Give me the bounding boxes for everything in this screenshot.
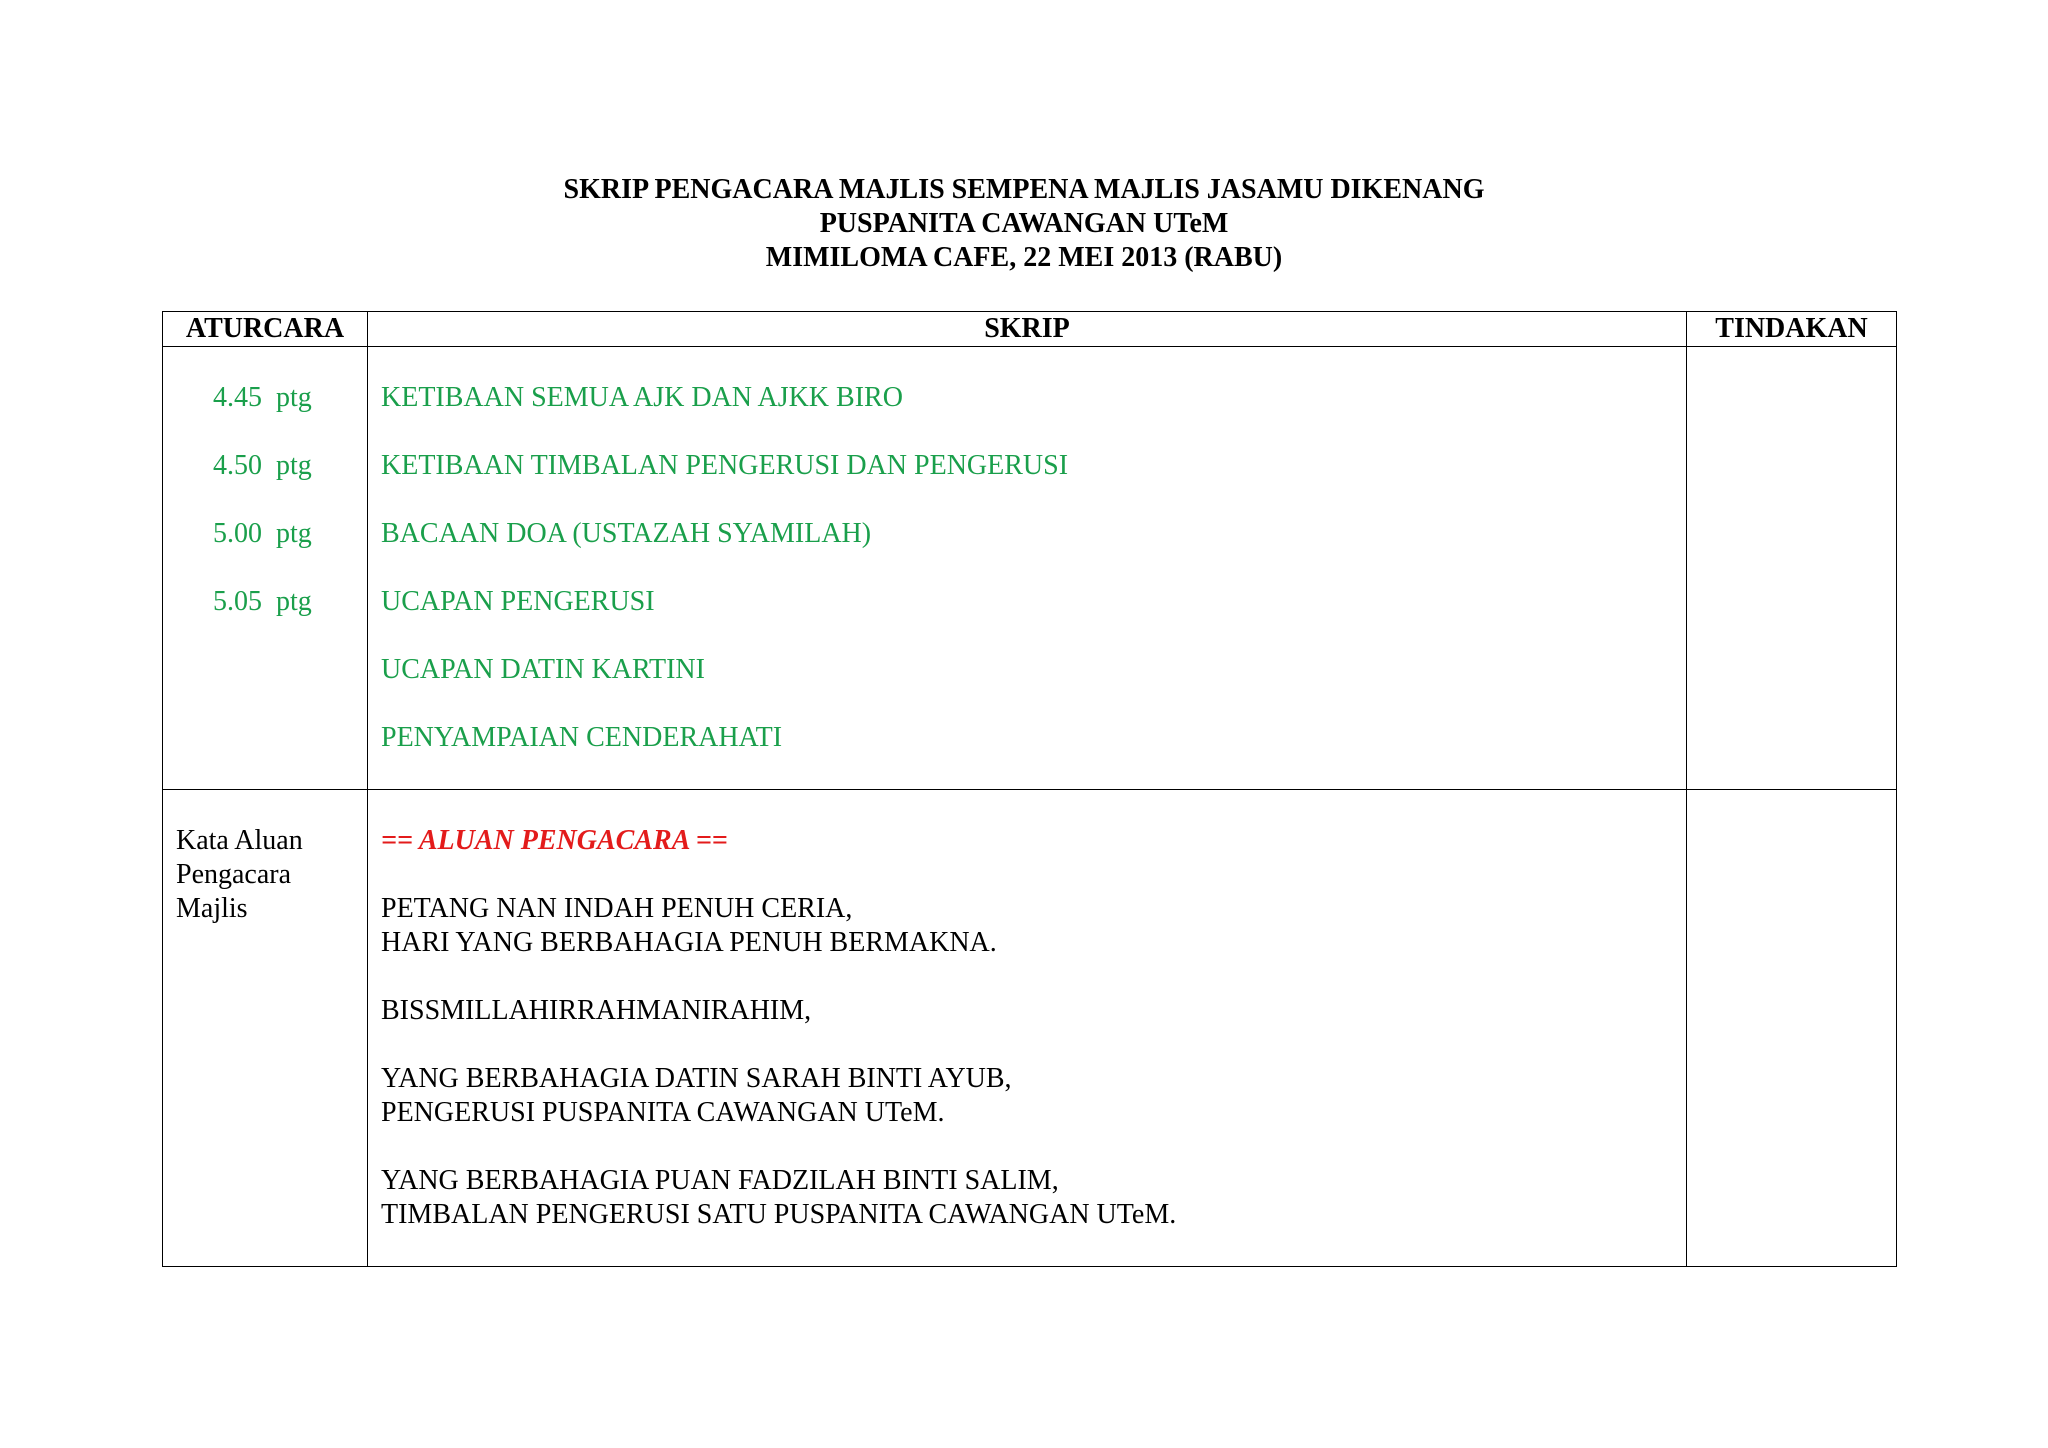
aluan-label-line: Kata Aluan — [176, 825, 303, 856]
script-line: HARI YANG BERBAHAGIA PENUH BERMAKNA. — [381, 927, 997, 958]
script-line: PENGERUSI PUSPANITA CAWANGAN UTeM. — [381, 1097, 945, 1128]
time-list — [163, 347, 367, 619]
header-tindakan: TINDAKAN — [1687, 312, 1897, 347]
agenda-item: UCAPAN PENGERUSI — [381, 586, 655, 617]
skrip-cell — [368, 347, 1687, 790]
script-line: TIMBALAN PENGERUSI SATU PUSPANITA CAWANGAN UTeM. — [381, 1199, 1177, 1230]
script-line: YANG BERBAHAGIA DATIN SARAH BINTI AYUB, — [381, 1063, 1012, 1094]
agenda-item: UCAPAN DATIN KARTINI — [381, 654, 705, 685]
table-row-agenda — [163, 347, 1897, 790]
time-item: 5.05 ptg — [213, 586, 312, 617]
script-paragraph — [381, 1062, 1686, 1130]
tindakan-cell — [1687, 790, 1897, 1267]
aluan-script — [368, 790, 1686, 1232]
script-line: BISSMILLAHIRRAHMANIRAHIM, — [381, 995, 812, 1026]
aturcara-cell — [163, 790, 368, 1267]
document-title — [0, 173, 2048, 275]
aluan-label-line: Majlis — [176, 893, 248, 924]
aluan-label-line: Pengacara — [176, 859, 292, 890]
aturcara-cell — [163, 347, 368, 790]
agenda-item: KETIBAAN SEMUA AJK DAN AJKK BIRO — [381, 382, 903, 413]
agenda-list — [368, 347, 1686, 755]
aluan-label — [163, 790, 367, 926]
time-item: 4.50 ptg — [213, 450, 312, 481]
time-item: 4.45 ptg — [213, 382, 312, 413]
title-line-2: PUSPANITA CAWANGAN UTeM — [819, 208, 1229, 239]
script-table — [162, 311, 1897, 1267]
title-line-3: MIMILOMA CAFE, 22 MEI 2013 (RABU) — [765, 242, 1283, 273]
title-line-1: SKRIP PENGACARA MAJLIS SEMPENA MAJLIS JASAMU DIKENANG — [563, 174, 1485, 205]
script-line: PETANG NAN INDAH PENUH CERIA, — [381, 893, 853, 924]
header-skrip: SKRIP — [368, 312, 1687, 347]
script-paragraph — [381, 994, 1686, 1028]
table-header-row — [163, 312, 1897, 347]
agenda-item: KETIBAAN TIMBALAN PENGERUSI DAN PENGERUSI — [381, 450, 1069, 481]
script-paragraph — [381, 892, 1686, 960]
table-row-aluan — [163, 790, 1897, 1267]
agenda-item: BACAAN DOA (USTAZAH SYAMILAH) — [381, 518, 872, 549]
script-paragraph — [381, 1164, 1686, 1232]
time-item: 5.00 ptg — [213, 518, 312, 549]
tindakan-cell — [1687, 347, 1897, 790]
agenda-item: PENYAMPAIAN CENDERAHATI — [381, 722, 783, 753]
skrip-cell — [368, 790, 1687, 1267]
aluan-title: == ALUAN PENGACARA == — [381, 825, 728, 856]
script-line: YANG BERBAHAGIA PUAN FADZILAH BINTI SALIM, — [381, 1165, 1059, 1196]
header-aturcara: ATURCARA — [163, 312, 368, 347]
